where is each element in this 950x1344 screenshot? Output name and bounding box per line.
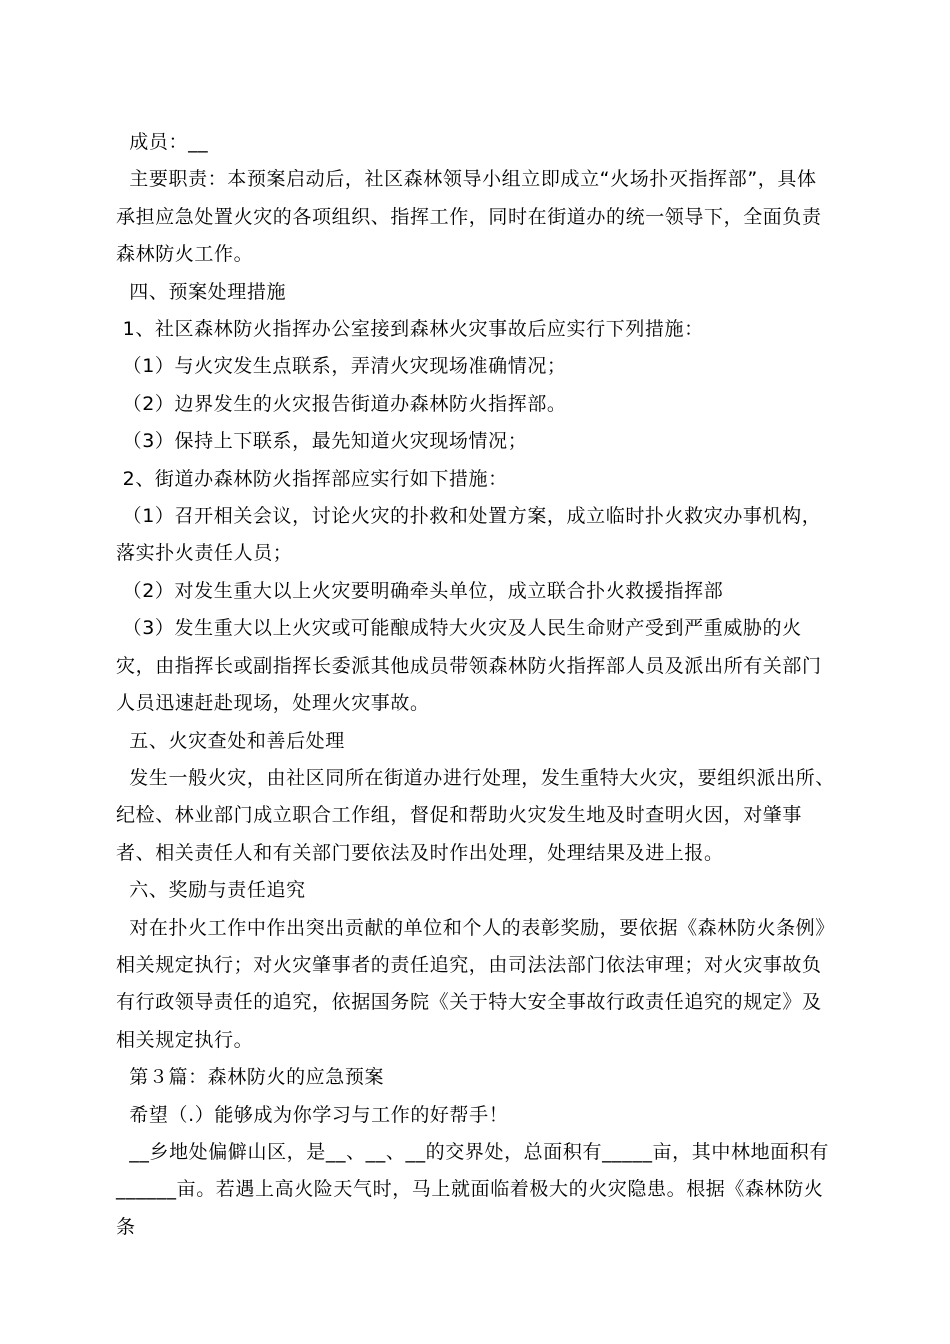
paragraph-measure-2: 2、街道办森林防火指挥部应实行如下措施： — [116, 467, 508, 490]
paragraph-measure-1: 1、社区森林防火指挥办公室接到森林火灾事故后应实行下列措施： — [116, 318, 704, 341]
list-item-2-2: （2）对发生重大以上火灾要明确牵头单位，成立联合扑火救援指挥部 — [116, 579, 724, 602]
list-item-1-1: （1）与火灾发生点联系，弄清火灾现场准确情况； — [116, 355, 567, 378]
list-item-2-1: （1）召开相关会议，讨论火灾的扑救和处置方案，成立临时扑火救灾办事机构，落实扑火责任人员； — [116, 505, 822, 565]
list-item-2-3: （3）发生重大以上火灾或可能酿成特大火灾及人民生命财产受到严重威胁的火灾，由指挥长或副指挥长委派其他成员带领森林防火指挥部人员及派出所有关部门人员迅速赶赴现场，处理火灾事故。 — [116, 617, 822, 715]
paragraph-township: __乡地处偏僻山区，是__、__、__的交界处，总面积有_____亩，其中林地面积有______亩。若遇上高火险天气时，马上就面临着极大的火灾隐患。根据《森林防火条 — [116, 1140, 829, 1238]
document-body — [116, 124, 836, 1246]
paragraph-rewards: 对在扑火工作中作出突出贡献的单位和个人的表彰奖励，要依据《森林防火条例》相关规定执行；对火灾肇事者的责任追究，由司法法部门依法审理；对火灾事故负有行政领导责任的追究，依据国务院《关于特大安全事故行政责任追究的规定》及相关规定执行。 — [116, 916, 835, 1051]
paragraph-hope: 希望（.）能够成为你学习与工作的好帮手！ — [116, 1103, 509, 1126]
paragraph-members: 成员：__ — [116, 131, 209, 153]
paragraph-main-duties: 主要职责：本预案启动后，社区森林领导小组立即成立“火场扑灭指挥部”，具体承担应急处置火灾的各项组织、指挥工作，同时在街道办的统一领导下，全面负责森林防火工作。 — [116, 168, 822, 266]
list-item-1-2: （2）边界发生的火灾报告街道办森林防火指挥部。 — [116, 392, 567, 415]
paragraph-investigation: 发生一般火灾，由社区同所在街道办进行处理，发生重特大火灾，要组织派出所、纪检、林业部门成立职合工作组，督促和帮助火灾发生地及时查明火因，对肇事者、相关责任人和有关部门要依法及时作出处理，处理结果及进上报。 — [116, 766, 835, 864]
heading-section-5: 五、火灾查处和善后处理 — [116, 729, 345, 752]
heading-section-6: 六、奖励与责任追究 — [116, 879, 306, 902]
heading-article-3: 第３篇：森林防火的应急预案 — [116, 1066, 385, 1089]
list-item-1-3: （3）保持上下联系，最先知道火灾现场情况； — [116, 430, 528, 453]
heading-section-4: 四、预案处理措施 — [116, 280, 287, 303]
